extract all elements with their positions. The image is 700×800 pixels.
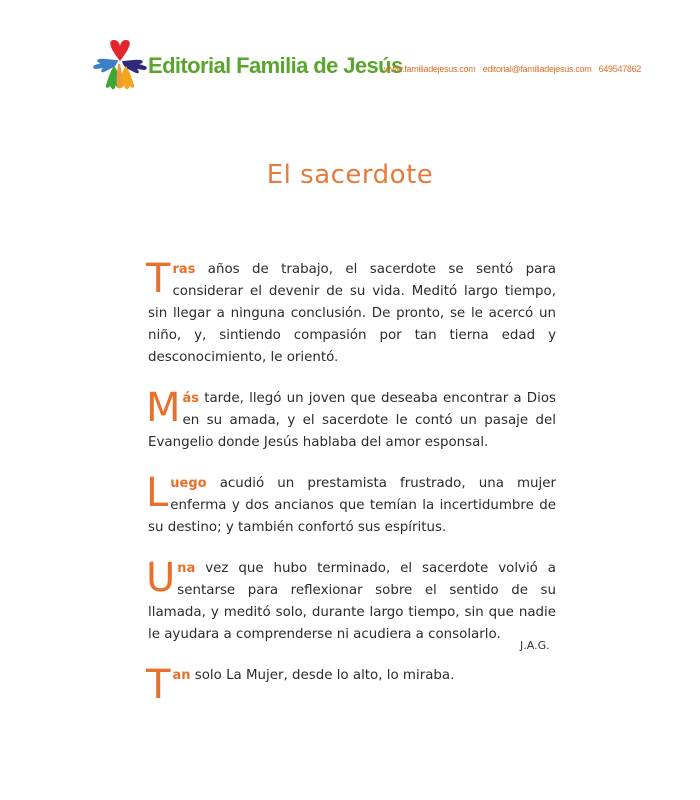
drop-cap: T bbox=[146, 256, 171, 302]
paragraph-text: vez que hubo terminado, el sacerdote volvió a sentarse para reflexionar sobre el sentido de su llamada, y meditó solo, durante largo tiempo, sin que nadie le ayudara a comprenderse ni acudiera a consolarlo. bbox=[148, 561, 556, 642]
paragraph-text: años de trabajo, el sacerdote se sentó para considerar el devenir de su vida. Meditó largo tiempo, sin llegar a ninguna conclusión. De pronto, se le acercó un niño, y, sintiendo compasión por tan tierna edad y desconocimiento, le orientó. bbox=[148, 262, 556, 365]
page-title: El sacerdote bbox=[266, 160, 434, 190]
phone-number: 649547862 bbox=[598, 64, 641, 74]
paragraph bbox=[146, 385, 556, 454]
website-link[interactable]: www.familiadejesus.com bbox=[384, 64, 476, 74]
drop-cap: L bbox=[146, 470, 169, 516]
paragraph bbox=[146, 256, 556, 369]
paragraph bbox=[146, 662, 556, 708]
paragraph-text: acudió un prestamista frustrado, una mujer enferma y dos ancianos que temían la incertidumbre de su destino; y también confortó sus espíritus. bbox=[148, 476, 556, 535]
drop-cap: M bbox=[146, 385, 181, 431]
brand-name: Editorial Familia de Jesús bbox=[148, 53, 403, 78]
paragraph-text: tarde, llegó un joven que deseaba encontrar a Dios en su amada, y el sacerdote le contó un pasaje del Evangelio donde Jesús hablaba del amor esponsal. bbox=[148, 391, 556, 450]
contact-info bbox=[384, 64, 646, 74]
lead-word: uego bbox=[170, 476, 207, 491]
paragraph bbox=[146, 470, 556, 539]
lead-word: an bbox=[172, 668, 191, 683]
heart-hands-logo-icon bbox=[92, 36, 148, 90]
lead-word: ras bbox=[172, 262, 196, 277]
lead-word: na bbox=[177, 561, 196, 576]
lead-word: ás bbox=[182, 391, 200, 406]
paragraph bbox=[146, 555, 556, 646]
email-link[interactable]: editorial@familiadejesus.com bbox=[482, 64, 592, 74]
drop-cap: T bbox=[146, 662, 171, 708]
drop-cap: U bbox=[146, 555, 176, 601]
story-body bbox=[146, 256, 556, 708]
paragraph-text: solo La Mujer, desde lo alto, lo miraba. bbox=[190, 668, 455, 683]
signature: J.A.G. bbox=[520, 639, 550, 652]
